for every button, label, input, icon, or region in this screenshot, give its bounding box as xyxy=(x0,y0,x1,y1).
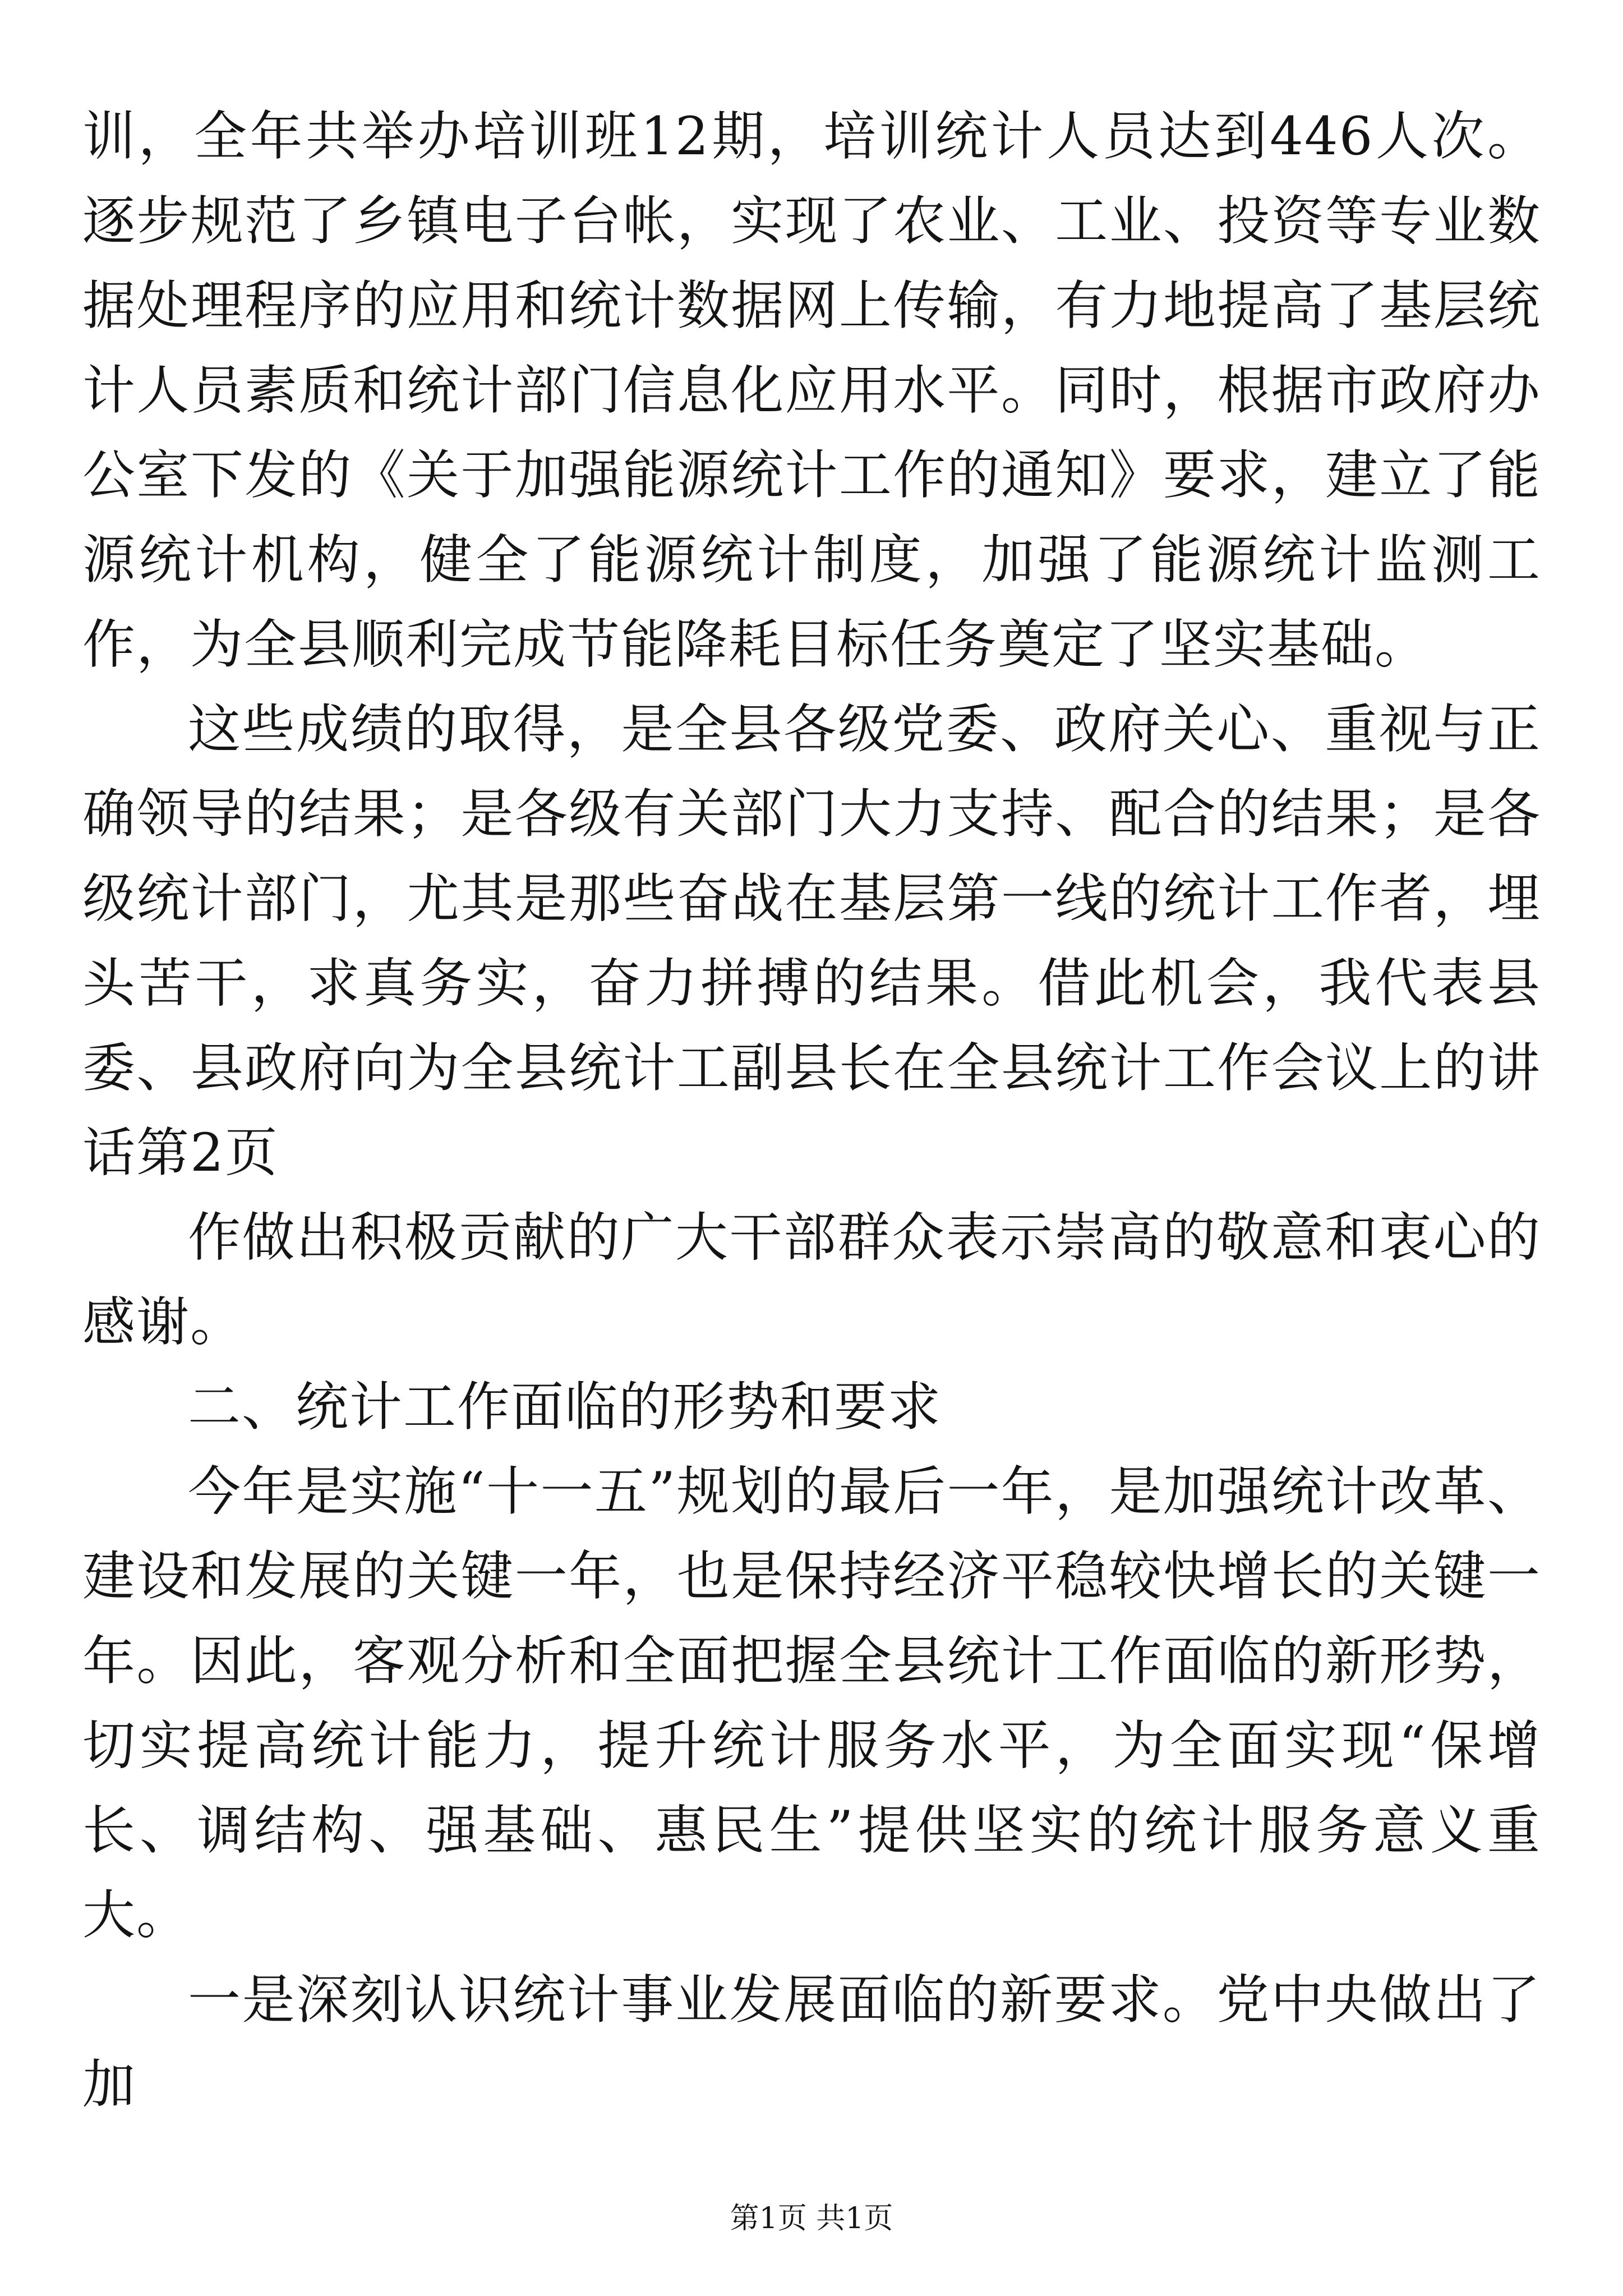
paragraph: 这些成绩的取得，是全县各级党委、政府关心、重视与正确领导的结果；是各级有关部门大力支持、配合的结果；是各级统计部门，尤其是那些奋战在基层第一线的统计工作者，埋头苦干，求真务实，奋力拼搏的结果。借此机会，我代表县委、县政府向为全县统计工副县长在全县统计工作会议上的讲话第2页 xyxy=(82,699,1541,1184)
paragraph: 作做出积极贡献的广大干部群众表示崇高的敬意和衷心的感谢。 xyxy=(82,1207,1541,1353)
document-body xyxy=(82,94,1541,2127)
section-heading: 二、统计工作面临的形势和要求 xyxy=(188,1377,942,1438)
paragraph: 今年是实施“十一五”规划的最后一年，是加强统计改革、建设和发展的关键一年，也是保持经济平稳较快增长的关键一年。因此，客观分析和全面把握全县统计工作面临的新形势，切实提高统计能力，提升统计服务水平，为全面实现“保增长、调结构、强基础、惠民生”提供坚实的统计服务意义重大。 xyxy=(82,1461,1541,1946)
paragraph: 一是深刻认识统计事业发展面临的新要求。党中央做出了加 xyxy=(82,1970,1541,2115)
page-footer: 第1页 共1页 xyxy=(730,2202,893,2235)
paragraph: 训，全年共举办培训班12期，培训统计人员达到446人次。逐步规范了乡镇电子台帐，实现了农业、工业、投资等专业数据处理程序的应用和统计数据网上传输，有力地提高了基层统计人员素质和统计部门信息化应用水平。同时，根据市政府办公室下发的《关于加强能源统计工作的通知》要求，建立了能源统计机构，健全了能源统计制度，加强了能源统计监测工作，为全县顺利完成节能降耗目标任务奠定了坚实基础。 xyxy=(82,106,1541,675)
